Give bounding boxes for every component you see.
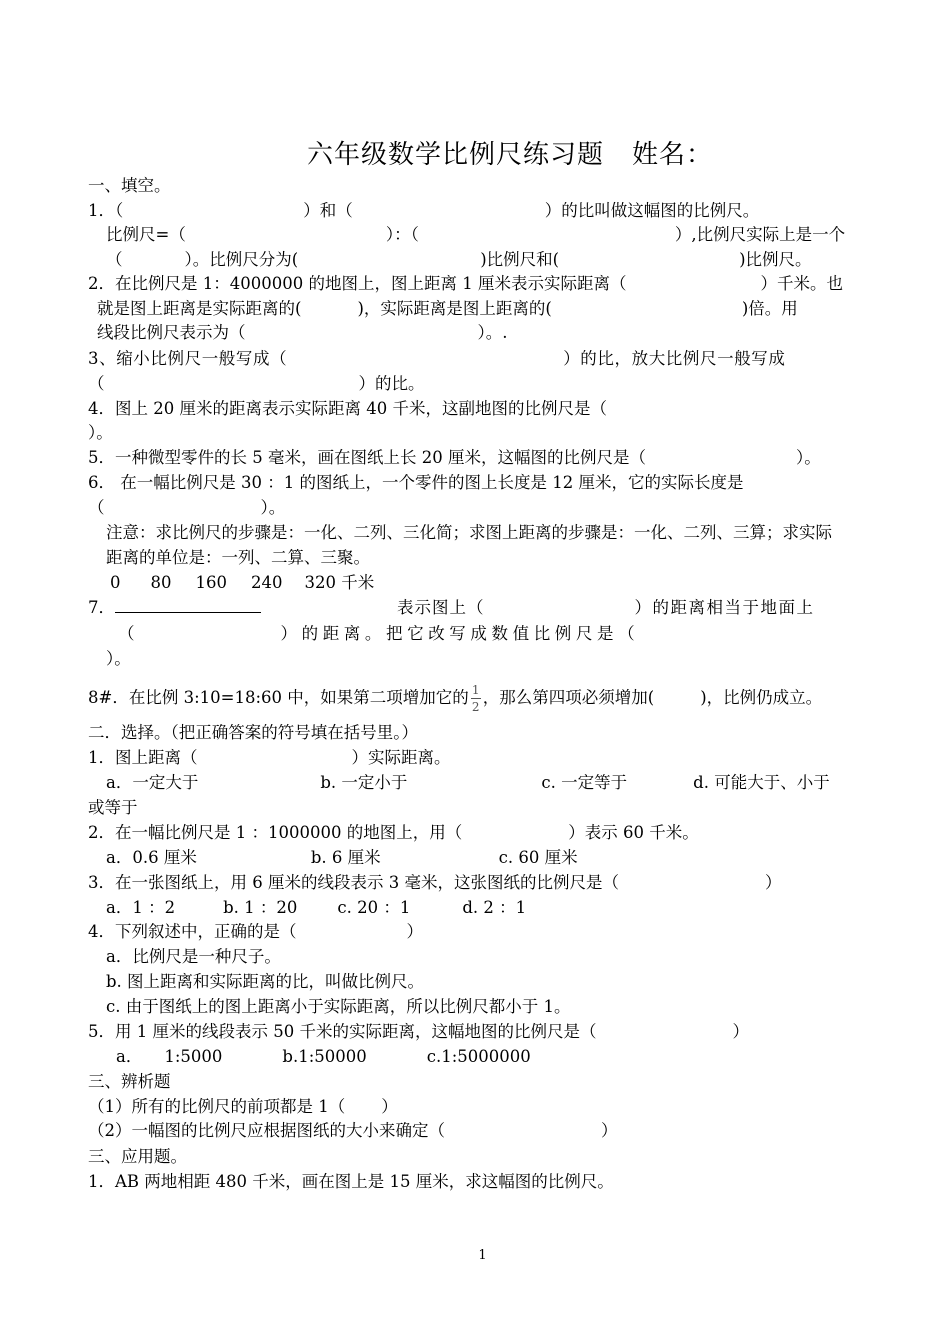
- choice-4-option-b: b. 图上距离和实际距离的比，叫做比例尺。: [106, 972, 425, 991]
- option: c. 20 ：1: [337, 898, 411, 917]
- scale-tick: 80: [150, 573, 172, 592]
- question-6-line-1: 6． 在一幅比例尺是 30 ：1 的图纸上，一个零件的图上长度是 12 厘米，它的实际长度是: [88, 473, 744, 492]
- choice-1-continued: 或等于: [88, 798, 138, 817]
- question-7-line-3: ）。: [106, 649, 131, 668]
- question-1-line-1: 1．（ ）和（ ）的比叫做这幅图的比例尺。: [88, 201, 760, 220]
- application-1: 1．AB 两地相距 480 千米，画在图上是 15 厘米，求这幅图的比例尺。: [88, 1172, 614, 1191]
- question-4-line-2: ）。: [88, 423, 113, 442]
- note-line-2: 距离的单位是：一列、二算、三聚。: [106, 548, 370, 567]
- choice-2-options: [106, 846, 896, 870]
- question-2-line-3: 线段比例尺表示为（ ）。.: [97, 323, 508, 342]
- note-line-1: 注意：求比例尺的步骤是：一化、二列、三化简；求图上距离的步骤是：一化、二列、三算；求实际: [106, 523, 832, 542]
- question-6-line-2: （ ）。: [88, 498, 286, 517]
- choice-2: 2．在一幅比例尺是 1 ：1000000 的地图上，用（ ）表示 60 千米。: [88, 823, 699, 842]
- page-number: 1: [478, 1248, 487, 1263]
- question-3-line-1: 3、缩小比例尺一般写成（ ）的比，放大比例尺一般写成: [88, 349, 786, 368]
- option: c. 一定等于: [541, 773, 628, 792]
- title-text: 六年级数学比例尺练习题: [306, 140, 604, 170]
- question-3-line-2: （ ）的比。: [88, 374, 425, 393]
- question-2-line-1: 2．在比例尺是 1：4000000 的地图上，图上距离 1 厘米表示实际距离（ ）千米。也: [88, 274, 843, 293]
- name-label: 姓名：: [632, 140, 714, 170]
- question-7-line-2: （ ）的距离。把它改写成数值比例尺是（: [118, 624, 640, 643]
- option: a．: [116, 1047, 143, 1066]
- choice-4-option-c: c. 由于图纸上的图上距离小于实际距离，所以比例尺都小于 1。: [106, 997, 571, 1016]
- question-1-line-2: 比例尺=（ ）：（ ）,比例尺实际上是一个: [106, 225, 846, 244]
- option: b. 一定小于: [320, 773, 408, 792]
- choice-1: 1．图上距离（ ）实际距离。: [88, 748, 451, 767]
- option: b. 6 厘米: [310, 848, 381, 867]
- scale-tick: 320 千米: [304, 573, 375, 592]
- option: a．1 ：2: [106, 898, 176, 917]
- choice-4-option-a: a．比例尺是一种尺子。: [106, 947, 281, 966]
- question-2-line-2: 就是图上距离是实际距离的( )，实际距离是图上距离的( )倍。用: [97, 299, 798, 318]
- option: b. 1 ：20: [223, 898, 298, 917]
- question-8: 8#．在比例 3:10=18:60 中，如果第二项增加它的 $\frac{1}{2}$ ，那么第四项必须增加( )，比例仍成立。: [88, 683, 823, 714]
- choice-3: 3．在一张图纸上，用 6 厘米的线段表示 3 毫米，这张图纸的比例尺是（ ）: [88, 873, 782, 892]
- section-4-heading: 三、应用题。: [88, 1147, 187, 1166]
- section-2-heading: 二．选择。（把正确答案的符号填在括号里。）: [88, 723, 418, 742]
- scale-tick: 0: [110, 573, 121, 592]
- judge-2: （2）一幅图的比例尺应根据图纸的大小来确定（ ）: [88, 1121, 618, 1140]
- option: c. 60 厘米: [498, 848, 578, 867]
- option: d. 2 ：1: [462, 898, 527, 917]
- scale-tick: 160: [195, 573, 227, 592]
- option: a．0.6 厘米: [106, 848, 197, 867]
- judge-1: （1）所有的比例尺的前项都是 1（ ）: [88, 1097, 398, 1116]
- question-1-line-3: （ ）。比例尺分为( )比例尺和( )比例尺。: [106, 250, 812, 269]
- page-title: [0, 134, 950, 171]
- choice-5-options: [116, 1045, 906, 1069]
- option: d. 可能大于、小于: [693, 773, 830, 792]
- question-7-line-1: 7． 表示图上（ ）的距离相当于地面上: [88, 598, 815, 617]
- scale-tick: 240: [251, 573, 283, 592]
- choice-1-options: [106, 771, 896, 795]
- option: b.1:50000: [282, 1047, 367, 1066]
- scale-line: [115, 596, 261, 613]
- choice-4: 4．下列叙述中，正确的是（ ）: [88, 922, 423, 941]
- option: c.1:5000000: [426, 1047, 531, 1066]
- choice-3-options: [106, 896, 896, 920]
- section-3-heading: 三、辨析题: [88, 1072, 171, 1091]
- option: 1:5000: [164, 1047, 223, 1066]
- option: a．一定大于: [106, 773, 199, 792]
- choice-5: 5．用 1 厘米的线段表示 50 千米的实际距离，这幅地图的比例尺是（ ）: [88, 1022, 749, 1041]
- fraction-one-half: $\frac{1}{2}$: [471, 683, 480, 714]
- scale-ticks: [110, 571, 900, 595]
- question-5: 5．一种微型零件的长 5 毫米，画在图纸上长 20 厘米，这幅图的比例尺是（ ）。: [88, 448, 821, 467]
- section-1-heading: 一、填空。: [88, 176, 171, 195]
- question-4-line-1: 4．图上 20 厘米的距离表示实际距离 40 千米，这副地图的比例尺是（: [88, 399, 607, 418]
